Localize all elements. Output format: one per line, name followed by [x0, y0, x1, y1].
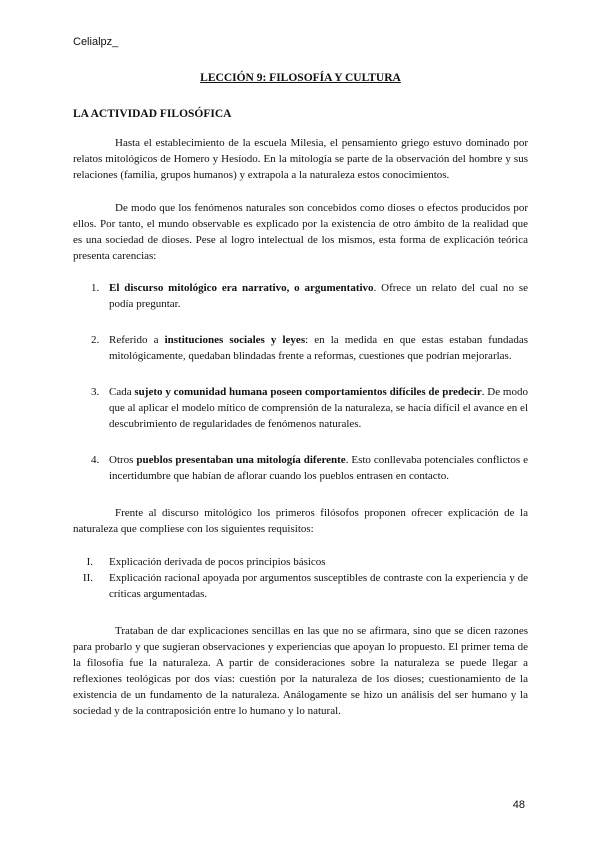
- list-text-bold: El discurso mitológico era narrativo, o argumentativo: [109, 282, 374, 294]
- section-heading: LA ACTIVIDAD FILOSÓFICA: [73, 108, 232, 120]
- page-title: LECCIÓN 9: FILOSOFÍA Y CULTURA: [200, 72, 401, 84]
- list-text-pre: Otros: [109, 454, 137, 466]
- paragraph-1: Hasta el establecimiento de la escuela Milesia, el pensamiento griego estuvo dominado por relatos mitológicos de Homero y Hesíodo. En la mitología se parte de la observación del hombre y sus relaciones (familia, grupos humanos) y extrapola a la naturaleza estos conocimientos.: [73, 137, 528, 181]
- list-text-post: . De modo que al aplicar el modelo mítico de comprensión de la naturaleza, se hacía difícil el avance en el descubrimiento de regularidades de fenómenos naturales.: [109, 386, 528, 430]
- list-text-post: . Ofrece un relato del cual no se podía preguntar.: [109, 282, 528, 310]
- list-number: 4.: [91, 454, 100, 466]
- list-number: 2.: [91, 334, 100, 346]
- author-header: Celialpz_: [73, 36, 119, 48]
- roman-text: Explicación racional apoyada por argumentos susceptibles de contraste con la experiencia y de críticas argumentadas.: [109, 572, 528, 600]
- list-text-bold: sujeto y comunidad humana poseen comportamientos difíciles de predecir: [134, 386, 482, 398]
- list-text-post: : en la medida en que estas estaban fundadas mitológicamente, quedaban blindadas frente a reformas, cuestiones que podrían mejorarlas.: [109, 334, 529, 362]
- list-item-3: [73, 384, 528, 432]
- page-content: [73, 70, 528, 719]
- roman-number: I.: [86, 556, 93, 568]
- roman-item-1: [73, 554, 528, 570]
- page-number: 48: [512, 799, 525, 811]
- paragraph-2: De modo que los fenómenos naturales son concebidos como dioses o efectos producidos por ellos. Por tanto, el mundo observable es explicado por la existencia de otro ámbito de la realidad que es una sociedad de dioses. Pese al logro intelectual de los mismos, esta forma de explicación teórica presenta carencias:: [73, 202, 528, 262]
- paragraph-3: Frente al discurso mitológico los primeros filósofos proponen ofrecer explicación de la naturaleza que compliese con los siguientes requisitos:: [73, 507, 528, 535]
- roman-item-2: [73, 570, 528, 602]
- paragraph-4: Trataban de dar explicaciones sencillas en las que no se afirmara, sino que se dicen razones para probarlo y que sugieran observaciones y experiencias que apoyan lo propuesto. El primer tema de la filosofía fue la naturaleza. A partir de consideraciones sobre la naturaleza se puede llegar a reflexiones teológicas por dos vías: cuestión por la naturaleza de los dioses; cuestionamiento de la existencia de un fundamento de la naturaleza. Análogamente se hizo un análisis del ser humano y la sociedad y de la contraposición entre lo humano y lo natural.: [73, 625, 528, 717]
- list-text-pre: Referido a: [109, 334, 165, 346]
- roman-list: [73, 554, 528, 602]
- list-item-4: [73, 452, 528, 484]
- list-text-bold: instituciones sociales y leyes: [164, 334, 306, 346]
- list-number: 1.: [91, 282, 100, 294]
- list-text-post: . Esto conllevaba potenciales conflictos e incertidumbre que habían de aflorar cuando los pueblos entrasen en contacto.: [109, 454, 528, 482]
- list-text-bold: pueblos presentaban una mitología diferente: [136, 454, 346, 466]
- numbered-list: [73, 280, 528, 484]
- list-number: 3.: [91, 386, 100, 398]
- roman-number: II.: [82, 572, 93, 584]
- list-item-1: [73, 280, 528, 312]
- list-item-2: [73, 332, 528, 364]
- list-text-pre: Cada: [109, 386, 135, 398]
- roman-text: Explicación derivada de pocos principios básicos: [109, 556, 326, 568]
